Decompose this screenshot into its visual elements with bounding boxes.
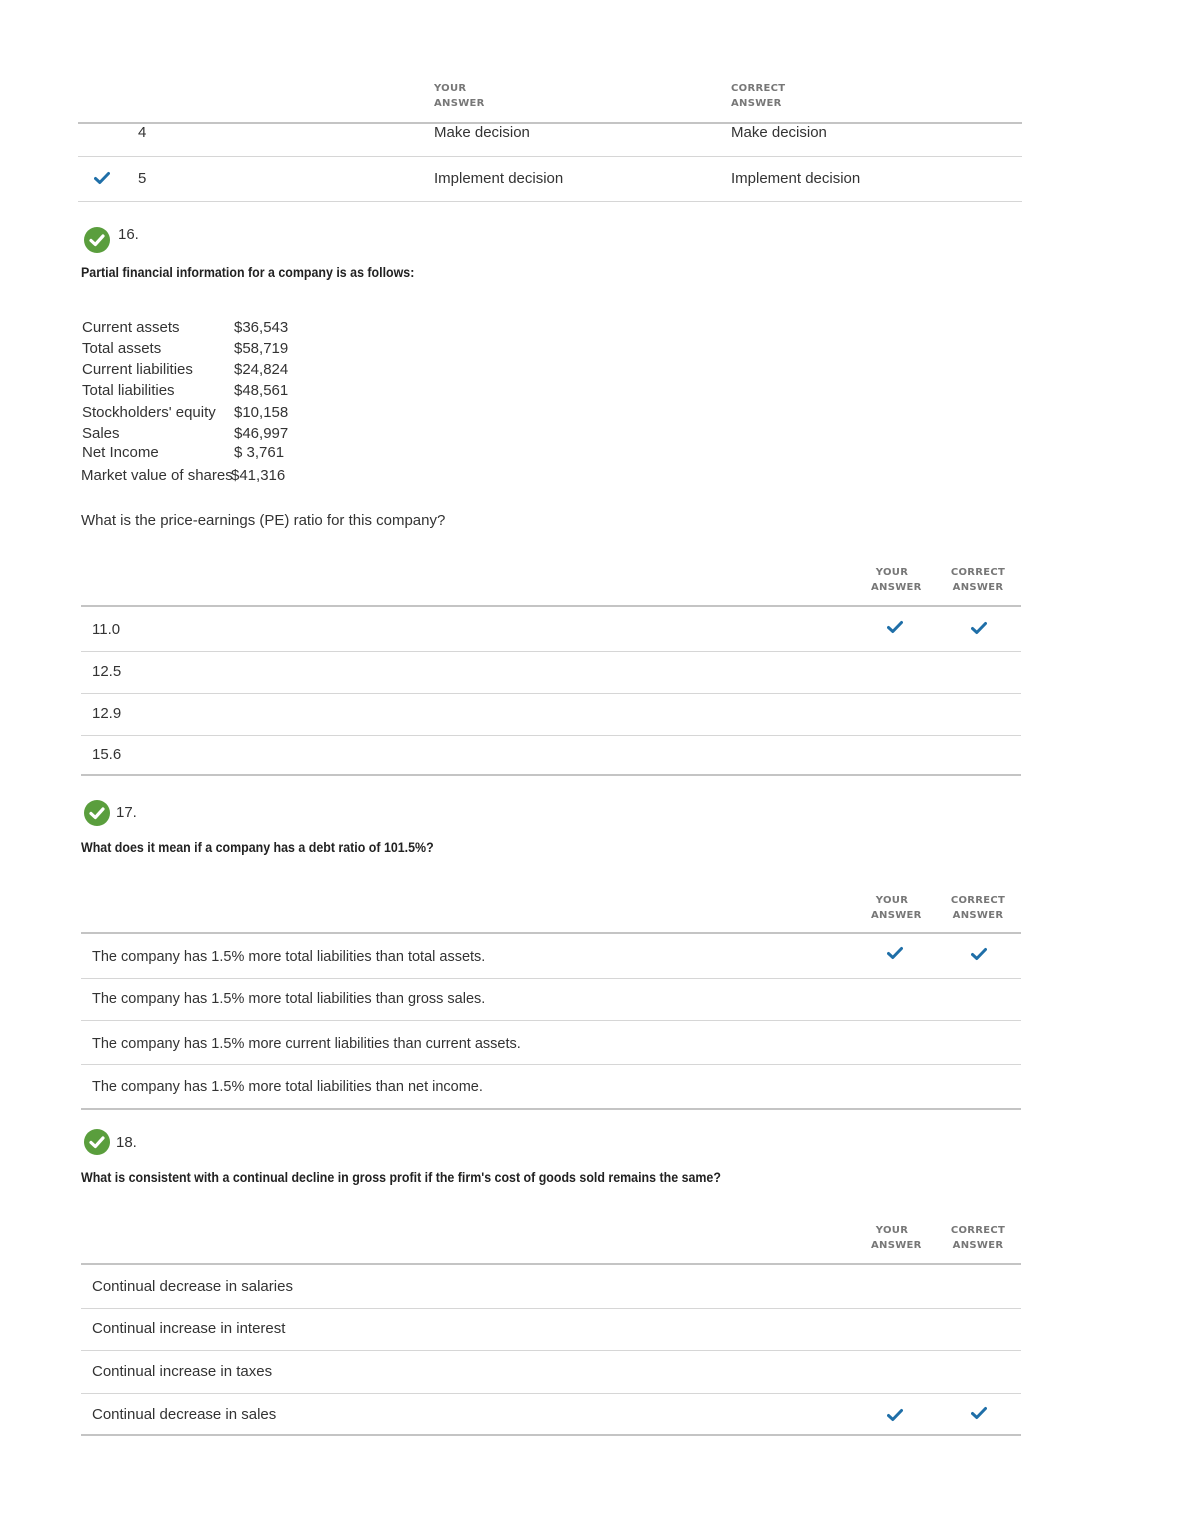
question-title: What does it mean if a company has a debt ratio of 101.5%? — [81, 840, 434, 855]
table-bottom-rule — [81, 1108, 1021, 1110]
correct-answer-cell: Implement decision — [731, 170, 861, 187]
question-number: 16. — [118, 226, 139, 243]
table-bottom-rule — [81, 774, 1021, 776]
financial-value: $46,997 — [234, 425, 289, 442]
answer-option: Continual increase in interest — [92, 1320, 286, 1337]
question-title: What is consistent with a continual decline in gross profit if the firm's cost of goods sold remains the same? — [81, 1170, 721, 1185]
correct-circle-icon — [84, 227, 110, 253]
row-divider — [78, 156, 1022, 157]
your-answer-cell: Implement decision — [434, 170, 564, 187]
answer-option: The company has 1.5% more total liabilities than total assets. — [92, 949, 486, 965]
correct-answer-header — [731, 81, 785, 111]
financial-label: Current assets — [82, 319, 180, 336]
correct-answer-header-line2: ANSWER — [952, 910, 1004, 921]
financial-value: $36,543 — [234, 319, 289, 336]
table-header-rule — [81, 932, 1021, 934]
correct-answer-cell: Make decision — [731, 124, 827, 141]
financial-label: Market value of shares — [81, 467, 233, 484]
question-title: Partial financial information for a company is as follows: — [81, 265, 415, 280]
correct-circle-icon — [84, 800, 110, 826]
your-answer-header-line2: ANSWER — [434, 98, 485, 109]
financial-value: $10,158 — [234, 404, 289, 421]
financial-label: Current liabilities — [82, 361, 193, 378]
question-number: 17. — [116, 804, 137, 821]
checkmark-icon — [887, 946, 903, 960]
financial-value: $58,719 — [234, 340, 289, 357]
correct-circle-icon — [84, 1129, 110, 1155]
financial-label: Net Income — [82, 444, 159, 461]
financial-label: Stockholders' equity — [82, 404, 216, 421]
financial-label: Total liabilities — [82, 382, 175, 399]
answer-option: Continual decrease in sales — [92, 1406, 277, 1423]
checkmark-icon — [887, 620, 903, 634]
answer-option: The company has 1.5% more total liabilities than net income. — [92, 1079, 483, 1095]
row-divider — [78, 201, 1022, 202]
table-bottom-rule — [81, 1434, 1021, 1436]
question-prompt: What is the price-earnings (PE) ratio for this company? — [81, 512, 446, 529]
checkmark-icon — [94, 171, 110, 185]
answer-option: 15.6 — [92, 746, 122, 763]
checkmark-icon — [887, 1408, 903, 1422]
row-divider — [81, 978, 1021, 979]
correct-answer-header-line2: ANSWER — [952, 582, 1004, 593]
table-header-rule — [78, 122, 1022, 124]
your-answer-header — [871, 1223, 922, 1253]
correct-answer-header-line1: CORRECT — [731, 83, 786, 94]
your-answer-header-line1: YOUR — [875, 1225, 909, 1236]
answer-option: Continual decrease in salaries — [92, 1278, 293, 1295]
your-answer-header — [871, 893, 922, 923]
row-divider — [81, 1393, 1021, 1394]
your-answer-header-line1: YOUR — [434, 83, 467, 94]
your-answer-header-line2: ANSWER — [871, 910, 922, 921]
correct-answer-header — [950, 1223, 1006, 1253]
row-divider — [81, 1020, 1021, 1021]
answer-option: The company has 1.5% more current liabilities than current assets. — [92, 1036, 521, 1052]
financial-label: Total assets — [82, 340, 162, 357]
checkmark-icon — [971, 1406, 987, 1420]
financial-value: $41,316 — [231, 467, 286, 484]
correct-answer-header-line1: CORRECT — [950, 567, 1006, 578]
financial-label: Sales — [82, 425, 120, 442]
your-answer-header-line1: YOUR — [875, 895, 909, 906]
answer-option: 12.5 — [92, 663, 122, 680]
table-row-number: 5 — [138, 170, 147, 187]
correct-answer-header-line2: ANSWER — [952, 1240, 1004, 1251]
correct-answer-header — [950, 893, 1006, 923]
row-divider — [81, 651, 1021, 652]
answer-option: Continual increase in taxes — [92, 1363, 273, 1380]
correct-answer-header-line2: ANSWER — [731, 98, 782, 109]
table-header-rule — [81, 605, 1021, 607]
row-divider — [81, 693, 1021, 694]
financial-value: $ 3,761 — [234, 444, 285, 461]
your-answer-header — [871, 565, 922, 595]
answer-option: 11.0 — [92, 621, 121, 638]
row-divider — [81, 1350, 1021, 1351]
correct-answer-header — [950, 565, 1006, 595]
answer-option: 12.9 — [92, 705, 122, 722]
table-header-rule — [81, 1263, 1021, 1265]
financial-value: $24,824 — [234, 361, 289, 378]
row-divider — [81, 735, 1021, 736]
row-divider — [81, 1308, 1021, 1309]
question-number: 18. — [116, 1134, 137, 1151]
answer-option: The company has 1.5% more total liabilities than gross sales. — [92, 991, 486, 1007]
your-answer-header — [434, 81, 485, 111]
row-divider — [81, 1064, 1021, 1065]
correct-answer-header-line1: CORRECT — [950, 1225, 1006, 1236]
your-answer-header-line2: ANSWER — [871, 582, 922, 593]
your-answer-header-line1: YOUR — [875, 567, 909, 578]
your-answer-header-line2: ANSWER — [871, 1240, 922, 1251]
table-row-number: 4 — [138, 124, 147, 141]
financial-value: $48,561 — [234, 382, 289, 399]
checkmark-icon — [971, 947, 987, 961]
checkmark-icon — [971, 621, 987, 635]
correct-answer-header-line1: CORRECT — [950, 895, 1006, 906]
your-answer-cell: Make decision — [434, 124, 530, 141]
